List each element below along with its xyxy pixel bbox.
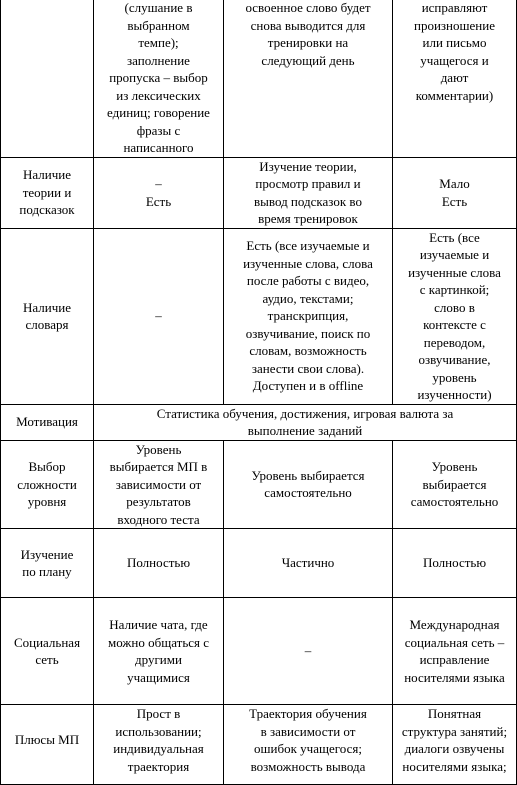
table-cell	[224, 598, 393, 705]
table-row	[1, 598, 517, 705]
table-row	[1, 228, 517, 404]
row-header-cell	[1, 705, 94, 785]
table-cell	[224, 705, 393, 785]
cell-text: Изучение теории, просмотр правил и вывод подсказок во время тренировок	[254, 158, 362, 226]
cell-text: исправляют произношение или письмо учащегося и дают комментарии)	[414, 0, 495, 103]
table-cell	[94, 529, 224, 598]
cell-text: Уровень выбирается самостоятельно	[251, 467, 365, 501]
row-header-cell	[1, 404, 94, 440]
cell-text: –	[304, 643, 312, 659]
cell-text: –	[155, 308, 162, 324]
merged-cell	[94, 404, 517, 440]
cell-text: Понятная структура занятий; диалоги озвучены носителями языка;	[401, 706, 508, 774]
table-cell	[94, 705, 224, 785]
cell-text: Наличие чата, где можно общаться с другими учащимися	[107, 617, 210, 685]
table-cell	[393, 157, 517, 228]
table-cell	[94, 598, 224, 705]
cell-text: – Есть	[145, 176, 172, 209]
row-header-text: Мотивация	[16, 414, 78, 430]
table-cell	[393, 0, 517, 157]
row-header-cell	[1, 529, 94, 598]
table-cell	[393, 228, 517, 404]
table-row	[1, 529, 517, 598]
row-header-cell	[1, 157, 94, 228]
cell-text: Есть (все изучаемые и изученные слова с картинкой; слово в контексте с переводом, озвучивание, уровень изученности)	[408, 229, 501, 402]
row-header-cell	[1, 440, 94, 529]
table-cell	[224, 440, 393, 529]
cell-text: Мало Есть	[439, 176, 470, 209]
table-cell	[224, 0, 393, 157]
row-header-cell	[1, 228, 94, 404]
row-header-text: Наличие теории и подсказок	[19, 167, 75, 218]
table-row	[1, 157, 517, 228]
cell-text: Частично	[281, 555, 335, 571]
table-row	[1, 705, 517, 785]
cell-text: Есть (все изучаемые и изученные слова, слова после работы с видео, аудио, текстами; транскрипция, озвучивание, поиск по словам, возможность занести свои слова). Доступен и в offline	[243, 238, 373, 394]
table-cell	[94, 157, 224, 228]
cell-text: Прост в использовании; индивидуальная траектория	[113, 706, 204, 774]
table-cell	[393, 705, 517, 785]
cell-text: Уровень выбирается самостоятельно	[410, 459, 499, 509]
cell-text: Траектория обучения в зависимости от ошибок учащегося; возможность вывода	[249, 706, 367, 774]
table-cell	[393, 440, 517, 529]
table-cell	[1, 0, 94, 157]
table-cell	[224, 529, 393, 598]
table-cell	[94, 0, 224, 157]
table-row	[1, 404, 517, 440]
table-row	[1, 440, 517, 529]
cell-text: Международная социальная сеть – исправление носителями языка	[404, 617, 505, 685]
table-cell	[224, 228, 393, 404]
cell-text: Полностью	[422, 555, 487, 571]
cell-text: Статистика обучения, достижения, игровая валюта за выполнение заданий	[156, 405, 454, 438]
table-row	[1, 0, 517, 157]
row-header-text: Плюсы МП	[14, 732, 80, 747]
table-cell	[393, 598, 517, 705]
table-cell	[393, 529, 517, 598]
table-cell	[94, 228, 224, 404]
table-cell	[224, 157, 393, 228]
cell-text: Уровень выбирается МП в зависимости от результатов входного теста	[109, 441, 208, 527]
row-header-text: Социальная сеть	[13, 634, 81, 667]
row-header-cell	[1, 598, 94, 705]
row-header-text: Наличие словаря	[23, 299, 71, 332]
cell-text: Полностью	[126, 555, 191, 571]
row-header-text: Выбор сложности уровня	[17, 459, 77, 509]
row-header-text: Изучение по плану	[20, 546, 74, 579]
table-cell	[94, 440, 224, 529]
cell-text: (слушание в выбранном темпе); заполнение пропуска – выбор из лексических единиц; говорение фразы с написанного	[107, 0, 210, 155]
cell-text: освоенное слово будет снова выводится для тренировки на следующий день	[245, 0, 371, 68]
